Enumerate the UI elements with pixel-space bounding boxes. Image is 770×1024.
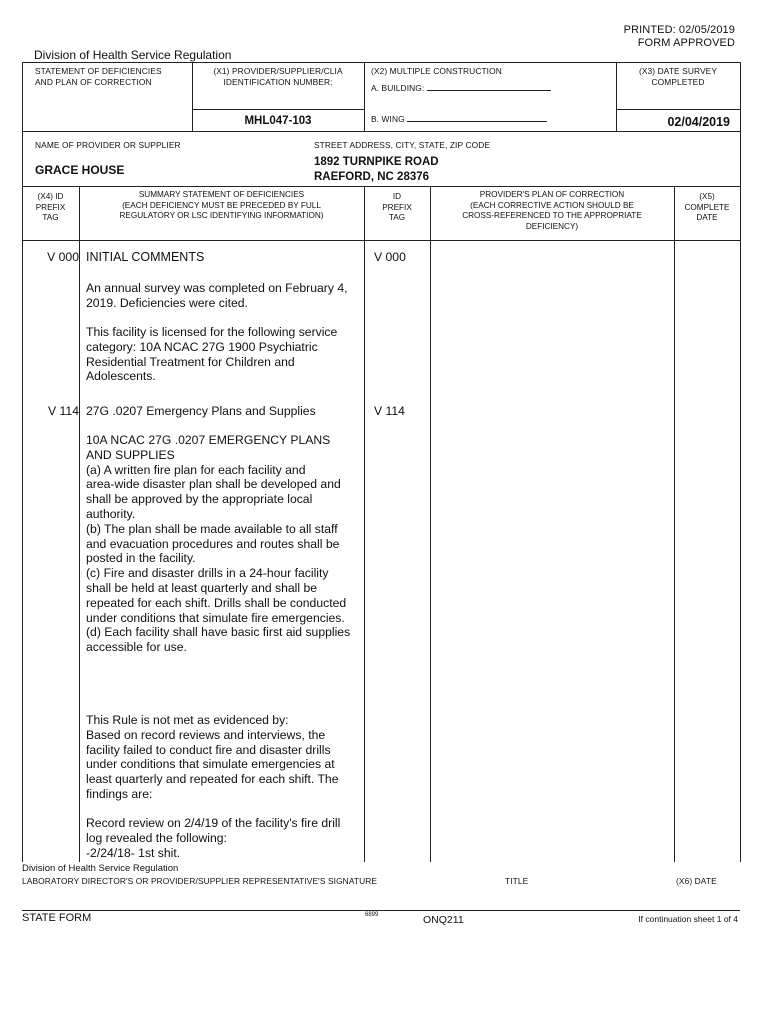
footer-rule [22, 910, 740, 911]
entry-paragraph: This facility is licensed for the following service category: 10A NCAC 27G 1900 Psychiatric Residential Treatment for Children and Adolescents. [86, 325, 338, 384]
frame-top [22, 62, 740, 63]
provider-address [314, 155, 439, 184]
col-header-x5: (X5) COMPLETE DATE [684, 192, 730, 222]
col-header-plan: PROVIDER'S PLAN OF CORRECTION (EACH CORRECTIVE ACTION SHOULD BE CROSS-REFERENCED TO THE APPROPRIATE DEFICIENCY) [462, 190, 642, 231]
city-state-zip: RAEFORD, NC 28376 [314, 170, 430, 183]
continuation-sheet: If continuation sheet 1 of 4 [638, 914, 738, 924]
col-divider-x4 [79, 186, 80, 862]
entry-title-emergency-plans: 27G .0207 Emergency Plans and Supplies [86, 404, 316, 418]
frame-left [22, 62, 23, 862]
row-divider-3 [22, 240, 740, 241]
survey-date: 02/04/2019 [667, 115, 730, 129]
x1-label: (X1) PROVIDER/SUPPLIER/CLIA IDENTIFICATION NUMBER: [213, 66, 343, 87]
printed-header [624, 24, 735, 49]
col-header-summary: SUMMARY STATEMENT OF DEFICIENCIES (EACH DEFICIENCY MUST BE PRECEDED BY FULL REGULATORY OR LSC IDENTIFYING INFORMATION) [119, 190, 324, 220]
building-underline [427, 89, 551, 91]
col-divider-plan [674, 186, 675, 862]
entry-paragraph-record-review: Record review on 2/4/19 of the facility's fire drill log revealed the following: -2/24/18- 1st shit. [86, 816, 341, 860]
date-label: (X6) DATE [676, 876, 717, 886]
x3-inner-line [616, 109, 740, 110]
col-divider-id [430, 186, 431, 862]
address-label: STREET ADDRESS, CITY, STATE, ZIP CODE [314, 140, 491, 150]
wing-field: B. WING [371, 114, 547, 125]
printed-date: PRINTED: 02/05/2019 [623, 24, 735, 36]
building-field: A. BUILDING: [371, 83, 551, 94]
state-form-label: STATE FORM [22, 912, 92, 924]
provider-id: MHL047-103 [244, 115, 312, 127]
entry-paragraph: An annual survey was completed on February 4, 2019. Deficiencies were cited. [86, 281, 348, 310]
provider-name: GRACE HOUSE [35, 163, 125, 177]
wing-underline [407, 120, 547, 122]
entry-title-initial-comments: INITIAL COMMENTS [86, 250, 205, 264]
division-title: Division of Health Service Regulation [34, 48, 232, 62]
form-approved: FORM APPROVED [637, 36, 735, 49]
x3-label: (X3) DATE SURVEY COMPLETED [638, 66, 718, 87]
x2-label: (X2) MULTIPLE CONSTRUCTION [371, 66, 502, 76]
row-divider-1 [22, 131, 740, 132]
top-divider-2 [364, 62, 365, 131]
col-header-id: ID PREFIX TAG [382, 192, 412, 222]
row-divider-2 [22, 186, 740, 187]
entry-right-tag-v000: V 000 [374, 250, 406, 264]
signature-label: LABORATORY DIRECTOR'S OR PROVIDER/SUPPLIER REPRESENTATIVE'S SIGNATURE [22, 876, 378, 886]
title-label: TITLE [505, 876, 529, 886]
street-address: 1892 TURNPIKE ROAD [314, 156, 439, 168]
entry-paragraph-findings: This Rule is not met as evidenced by: Based on record reviews and interviews, the facility failed to conduct fire and disaster drills under conditions that simulate emergencies at least quarterly and repeated for each shift. The findings are: [86, 713, 339, 801]
entry-paragraph-rule-text: 10A NCAC 27G .0207 EMERGENCY PLANS AND SUPPLIES (a) A written fire plan for each facility and area-wide disaster plan shall be developed and shall be approved by the appropriate local authority. (b) The plan shall be made available to all staff and evacuation procedures and routes shall be posted in the facility. (c) Fire and disaster drills in a 24-hour facility shall be held at least quarterly and shall be repeated for each shift. Drills shall be conducted under conditions that simulate fire emergencies. (d) Each facility shall have basic first aid supplies accessible for use. [86, 433, 351, 655]
x1-inner-line [192, 109, 364, 110]
entry-tag-v000: V 000 [47, 250, 79, 264]
col-divider-summary [364, 186, 365, 862]
footer-division: Division of Health Service Regulation [22, 863, 179, 874]
event-id: ONQ211 [423, 914, 464, 926]
frame-right [740, 62, 741, 862]
statement-label: STATEMENT OF DEFICIENCIES AND PLAN OF CORRECTION [35, 66, 162, 87]
col-header-x4: (X4) ID PREFIX TAG [35, 192, 66, 222]
entry-tag-v114: V 114 [48, 404, 79, 418]
form-number: 6899 [365, 912, 379, 918]
provider-name-label: NAME OF PROVIDER OR SUPPLIER [35, 140, 181, 150]
entry-right-tag-v114: V 114 [374, 404, 405, 418]
